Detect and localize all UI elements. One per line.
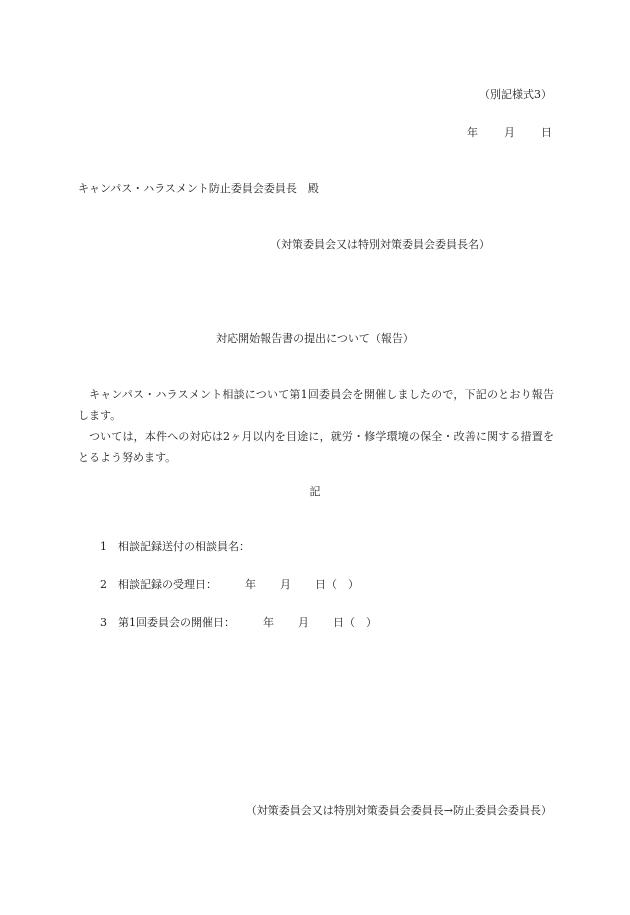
item-day-label: 日（ ） [333,616,377,629]
routing-note: （対策委員会又は特別対策委員会委員長→防止委員会委員長） [245,804,552,817]
item-year-label: 年 [245,578,256,591]
item-month-label: 月 [280,578,291,591]
item-label: 相談記録の受理日： [118,578,217,591]
sender-name: （対策委員会又は特別対策委員会委員長名） [270,238,490,251]
item-year-label: 年 [263,616,274,629]
item-day-label: 日（ ） [315,578,359,591]
date-month-label: 月 [504,126,515,139]
body-paragraph-1: キャンパス・ハラスメント相談について第1回委員会を開催しましたので，下記のとおり報告します。 [78,388,554,422]
item-label: 第1回委員会の開催日： [118,616,235,629]
item-number: 1 [100,540,107,553]
item-number: 3 [100,616,107,629]
date-day-label: 日 [541,126,552,139]
item-number: 2 [100,578,107,591]
item-label: 相談記録送付の相談員名： [118,540,250,553]
item-month-label: 月 [298,616,309,629]
date-line [467,124,552,140]
date-year-label: 年 [467,126,478,139]
ki-heading: 記 [309,485,321,498]
item-received-date [100,576,359,592]
form-number: （別記様式3） [479,88,552,101]
document-title: 対応開始報告書の提出について（報告） [216,332,414,345]
item-counselor-name [100,538,250,554]
addressee: キャンパス・ハラスメント防止委員会委員長 殿 [78,182,319,195]
body-paragraph-2: ついては，本件への対応は2ヶ月以内を目途に，就労・修学環境の保全・改善に関する措置をとるよう努めます。 [78,430,554,464]
body-text [78,384,554,468]
item-meeting-date [100,614,377,630]
